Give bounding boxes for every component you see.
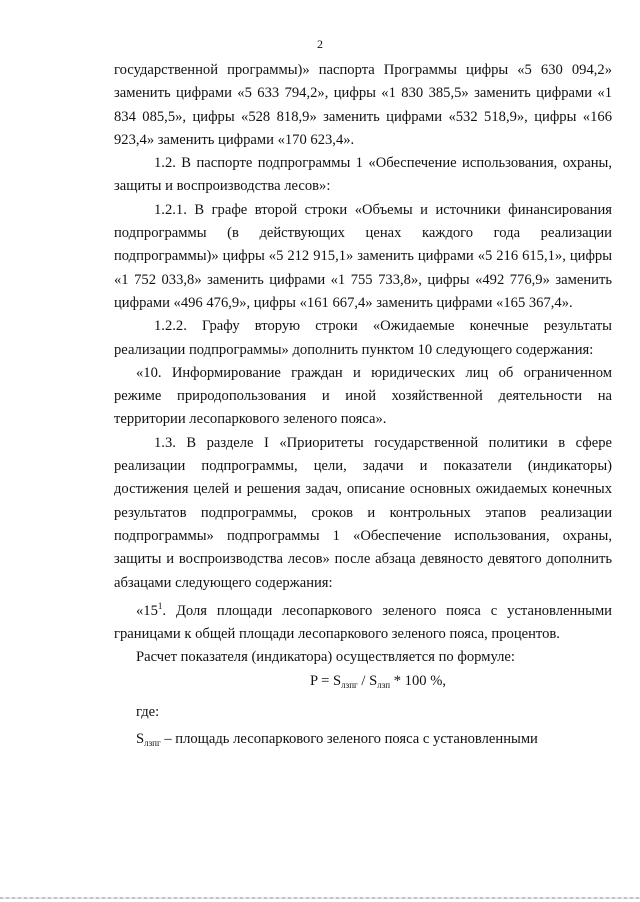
formula-sub-2: лзп	[377, 679, 391, 690]
paragraph-1-3: 1.3. В разделе I «Приоритеты государственной политики в сфере реализации подпрограммы, цели, задачи и показатели (индикаторы) достижения целей и решения задач, описание основных ожидаемых конечных результатов подпрограммы, сроков и контрольных этапов реализации подпрограммы» подпрограммы 1 «Обеспечение использования, охраны, защиты и воспроизводства лесов» после абзаца девяносто девятого дополнить абзацами следующего содержания:	[114, 434, 612, 591]
paragraph-1-2: 1.2. В паспорте подпрограммы 1 «Обеспечение использования, охраны, защиты и воспроизводства лесов»:	[114, 155, 612, 195]
definition-subscript: лзпг	[144, 738, 161, 749]
paragraph-item-15-1	[114, 595, 612, 647]
formula-mid: / S	[357, 672, 378, 689]
paragraph-1-2-1: 1.2.1. В графе второй строки «Объемы и источники финансирования подпрограммы (в действующих ценах каждого года реализации подпрограммы)» цифры «5 212 915,1» заменить цифрами «5 216 615,1», цифры «1 752 033,8» заменить цифрами «1 755 733,8», цифры «492 776,9» заменить цифрами «496 476,9», цифры «161 667,4» заменить цифрами «165 367,4».	[114, 201, 612, 311]
paragraph-definition	[114, 728, 612, 755]
document-body	[114, 59, 612, 756]
item-number: «15	[136, 602, 158, 619]
paragraph-1-2-2: 1.2.2. Графу вторую строки «Ожидаемые конечные результаты реализации подпрограммы» дополнить пунктом 10 следующего содержания:	[114, 318, 612, 358]
formula-lhs: P = S	[309, 672, 342, 689]
definition-symbol: S	[136, 731, 145, 748]
item-text: . Доля площади лесопаркового зеленого пояса с установленными границами к общей площади лесопаркового зеленого пояса, процентов.	[114, 602, 612, 643]
formula-sub-1: лзпг	[341, 679, 358, 690]
formula-rhs: * 100 %,	[390, 672, 447, 689]
scan-edge	[0, 897, 640, 899]
item-superscript: 1	[157, 600, 163, 611]
paragraph-formula-intro: Расчет показателя (индикатора) осуществляется по формуле:	[136, 649, 515, 666]
paragraph-item-10: «10. Информирование граждан и юридических лиц об ограниченном режиме природопользования и иной хозяйственной деятельности на территории лесопаркового зеленого пояса».	[114, 364, 612, 428]
paragraph-where: где:	[136, 704, 160, 721]
formula	[114, 670, 612, 697]
page-number: 2	[317, 37, 323, 51]
paragraph-continuation: государственной программы)» паспорта Программы цифры «5 630 094,2» заменить цифрами «5 633 794,2», цифры «1 830 385,5» заменить цифрами «1 834 085,5», цифры «528 818,9» заменить цифрами «532 518,9», цифры «166 923,4» заменить цифрами «170 623,4».	[114, 62, 612, 148]
definition-text: – площадь лесопаркового зеленого пояса с установленными	[160, 731, 538, 748]
